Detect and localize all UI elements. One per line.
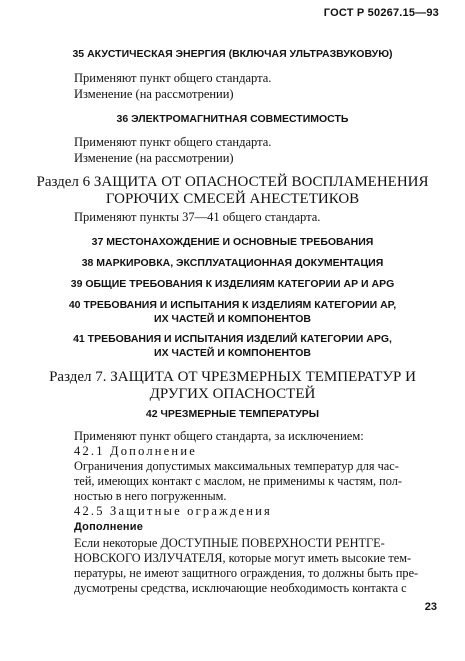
section-36-title: 36 ЭЛЕКТРОМАГНИТНАЯ СОВМЕСТИМОСТЬ (116, 113, 349, 125)
paragraph-42-1-line-2: тей, имеющих контакт с маслом, не применимы к частям, пол- (74, 474, 402, 488)
subsection-42-1: 42.1 Дополнение (74, 444, 197, 458)
section-35-title: 35 АКУСТИЧЕСКАЯ ЭНЕРГИЯ (ВКЛЮЧАЯ УЛЬТРАЗВУКОВУЮ) (72, 48, 393, 60)
part-7-title-line-1: Раздел 7. ЗАЩИТА ОТ ЧРЕЗМЕРНЫХ ТЕМПЕРАТУР И (49, 369, 416, 385)
paragraph-42-1-line-3: ностью в него погруженным. (74, 489, 227, 503)
paragraph-42-5-line-3: пературы, не имеют защитного ограждения, то должны быть пре- (74, 566, 419, 580)
page-header: ГОСТ Р 50267.15—93 (323, 7, 439, 19)
section-40-title-line-2: ИХ ЧАСТЕЙ И КОМПОНЕНТОВ (154, 313, 311, 325)
paragraph-42-1-line-1: Ограничения допустимых максимальных температур для час- (74, 459, 399, 473)
section-35-text: Применяют пункт общего стандарта. (74, 71, 272, 85)
page-number: 23 (424, 601, 437, 613)
section-35-note: Изменение (на рассмотрении) (74, 87, 234, 101)
paragraph-42-5-line-4: дусмотрены средства, исключающие необходимость контакта с (74, 581, 407, 595)
section-42-title: 42 ЧРЕЗМЕРНЫЕ ТЕМПЕРАТУРЫ (145, 408, 320, 420)
part-6-title-line-2: ГОРЮЧИХ СМЕСЕЙ АНЕСТЕТИКОВ (105, 191, 360, 207)
subsection-42-5: 42.5 Защитные ограждения (74, 504, 272, 518)
part-6-title-line-1: Раздел 6 ЗАЩИТА ОТ ОПАСНОСТЕЙ ВОСПЛАМЕНЕНИЯ (36, 174, 429, 190)
paragraph-42-5-line-1: Если некоторые ДОСТУПНЫЕ ПОВЕРХНОСТИ РЕНТГЕ- (74, 536, 385, 550)
section-38-title: 38 МАРКИРОВКА, ЭКСПЛУАТАЦИОННАЯ ДОКУМЕНТАЦИЯ (81, 257, 384, 269)
section-41-title-line-1: 41 ТРЕБОВАНИЯ И ИСПЫТАНИЯ ИЗДЕЛИЙ КАТЕГОРИИ APG, (73, 333, 392, 345)
part-7-title-line-2: ДРУГИХ ОПАСНОСТЕЙ (149, 386, 316, 402)
section-36-text: Применяют пункт общего стандарта. (74, 135, 272, 149)
section-41-title-line-2: ИХ ЧАСТЕЙ И КОМПОНЕНТОВ (154, 347, 311, 359)
section-36-note: Изменение (на рассмотрении) (74, 151, 234, 165)
part-6-text: Применяют пункты 37—41 общего стандарта. (74, 210, 321, 224)
addition-label: Дополнение (74, 521, 144, 533)
paragraph-42-5-line-2: НОВСКОГО ИЗЛУЧАТЕЛЯ, которые могут иметь высокие тем- (74, 551, 412, 565)
section-40-title-line-1: 40 ТРЕБОВАНИЯ И ИСПЫТАНИЯ К ИЗДЕЛИЯМ КАТЕГОРИИ АР, (68, 299, 397, 311)
section-37-title: 37 МЕСТОНАХОЖДЕНИЕ И ОСНОВНЫЕ ТРЕБОВАНИЯ (91, 236, 374, 248)
section-42-intro: Применяют пункт общего стандарта, за исключением: (74, 429, 364, 443)
section-39-title: 39 ОБЩИЕ ТРЕБОВАНИЯ К ИЗДЕЛИЯМ КАТЕГОРИИ АР И APG (70, 278, 395, 290)
